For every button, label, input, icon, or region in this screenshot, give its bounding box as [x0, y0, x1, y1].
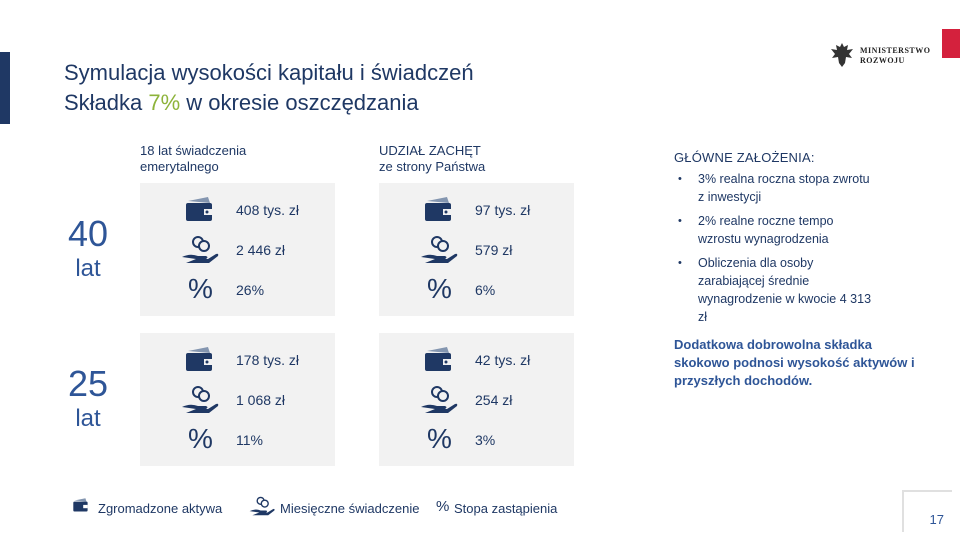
percent-icon: % — [188, 273, 213, 304]
left-column-header — [140, 143, 246, 175]
panel-40-benefit — [140, 183, 335, 316]
benefit-value: 579 zł — [475, 242, 513, 258]
percent-icon: % — [427, 423, 452, 454]
age-unit: lat — [75, 255, 101, 282]
percent-icon: % — [436, 498, 450, 515]
voluntary-contribution-note: Dodatkowa dobrowolna składka skokowo podnosi wysokość aktywów i przyszłych dochodów. — [674, 337, 915, 388]
polish-flag — [942, 0, 960, 58]
replacement-value: 3% — [475, 432, 496, 448]
title-line-1: Symulacja wysokości kapitału i świadczeń — [64, 60, 474, 85]
title-line-2 — [64, 88, 474, 118]
replacement-row — [140, 271, 335, 311]
panel-25-benefit — [140, 333, 335, 466]
benefit-value: 1 068 zł — [236, 392, 286, 408]
assumption-item: • Obliczenia dla osoby zarabiającej średnie wynagrodzenie w kwocie 4 313 zł — [674, 254, 874, 326]
right-header-line-1: UDZIAŁ ZACHĘT — [379, 143, 481, 158]
benefit-row — [140, 231, 335, 271]
hand-coins-icon — [248, 496, 276, 518]
wallet-icon — [419, 195, 459, 227]
age-label-40 — [58, 214, 118, 284]
assumption-item: • 3% realna roczna stopa zwrotu z inwestycji — [674, 170, 874, 206]
right-column-header — [379, 143, 485, 175]
assets-value: 178 tys. zł — [236, 352, 300, 368]
legend-assets-label: Zgromadzone aktywa — [98, 501, 223, 516]
assets-row — [140, 341, 335, 381]
replacement-value: 6% — [475, 282, 496, 298]
logo-line-1: MINISTERSTWO — [860, 46, 931, 55]
flag-white — [942, 0, 960, 29]
page-number: 17 — [929, 512, 944, 527]
age-number: 40 — [67, 213, 109, 254]
right-header-line-2: ze strony Państwa — [379, 159, 486, 174]
assets-row — [379, 191, 574, 231]
assets-row — [379, 341, 574, 381]
replacement-value: 26% — [236, 282, 265, 298]
assets-value: 42 tys. zł — [475, 352, 531, 368]
assumption-item: • 2% realne roczne tempo wzrostu wynagrodzenia — [674, 212, 874, 248]
replacement-row — [379, 271, 574, 311]
legend-benefit-label: Miesięczne świadczenie — [280, 501, 420, 516]
wallet-icon — [180, 195, 220, 227]
slide-title — [64, 58, 474, 118]
percent-icon: % — [188, 423, 213, 454]
legend-replacement-label: Stopa zastąpienia — [454, 501, 558, 516]
benefit-row — [379, 381, 574, 421]
benefit-row — [379, 231, 574, 271]
assets-value: 408 tys. zł — [236, 202, 300, 218]
panel-40-incentives — [379, 183, 574, 316]
replacement-value: 11% — [236, 432, 263, 448]
panel-25-incentives — [379, 333, 574, 466]
wallet-icon — [419, 345, 459, 377]
replacement-row — [140, 421, 335, 461]
benefit-row — [140, 381, 335, 421]
ministry-logo — [828, 40, 931, 70]
assumptions-title: GŁÓWNE ZAŁOŻENIA: — [674, 150, 815, 165]
title-line-2-post: w okresie oszczędzania — [180, 90, 419, 115]
flag-red — [942, 29, 960, 58]
title-line-2-pre: Składka — [64, 90, 149, 115]
age-number: 25 — [67, 363, 109, 404]
assets-value: 97 tys. zł — [475, 202, 531, 218]
left-header-line-2: emerytalnego — [140, 159, 219, 174]
hand-coins-icon — [419, 385, 459, 417]
assumptions-list — [674, 170, 874, 332]
eagle-icon — [828, 40, 856, 70]
wallet-icon — [70, 496, 92, 516]
hand-coins-icon — [419, 235, 459, 267]
left-header-line-1: 18 lat świadczenia — [140, 143, 247, 158]
replacement-row — [379, 421, 574, 461]
hand-coins-icon — [180, 235, 220, 267]
title-accent-bar — [0, 52, 10, 124]
title-highlight: 7% — [148, 90, 181, 115]
hand-coins-icon — [180, 385, 220, 417]
age-unit: lat — [75, 405, 101, 432]
logo-line-2: ROZWOJU — [860, 56, 905, 65]
benefit-value: 254 zł — [475, 392, 513, 408]
benefit-value: 2 446 zł — [236, 242, 286, 258]
assets-row — [140, 191, 335, 231]
wallet-icon — [180, 345, 220, 377]
percent-icon: % — [427, 273, 452, 304]
age-label-25 — [58, 364, 118, 434]
